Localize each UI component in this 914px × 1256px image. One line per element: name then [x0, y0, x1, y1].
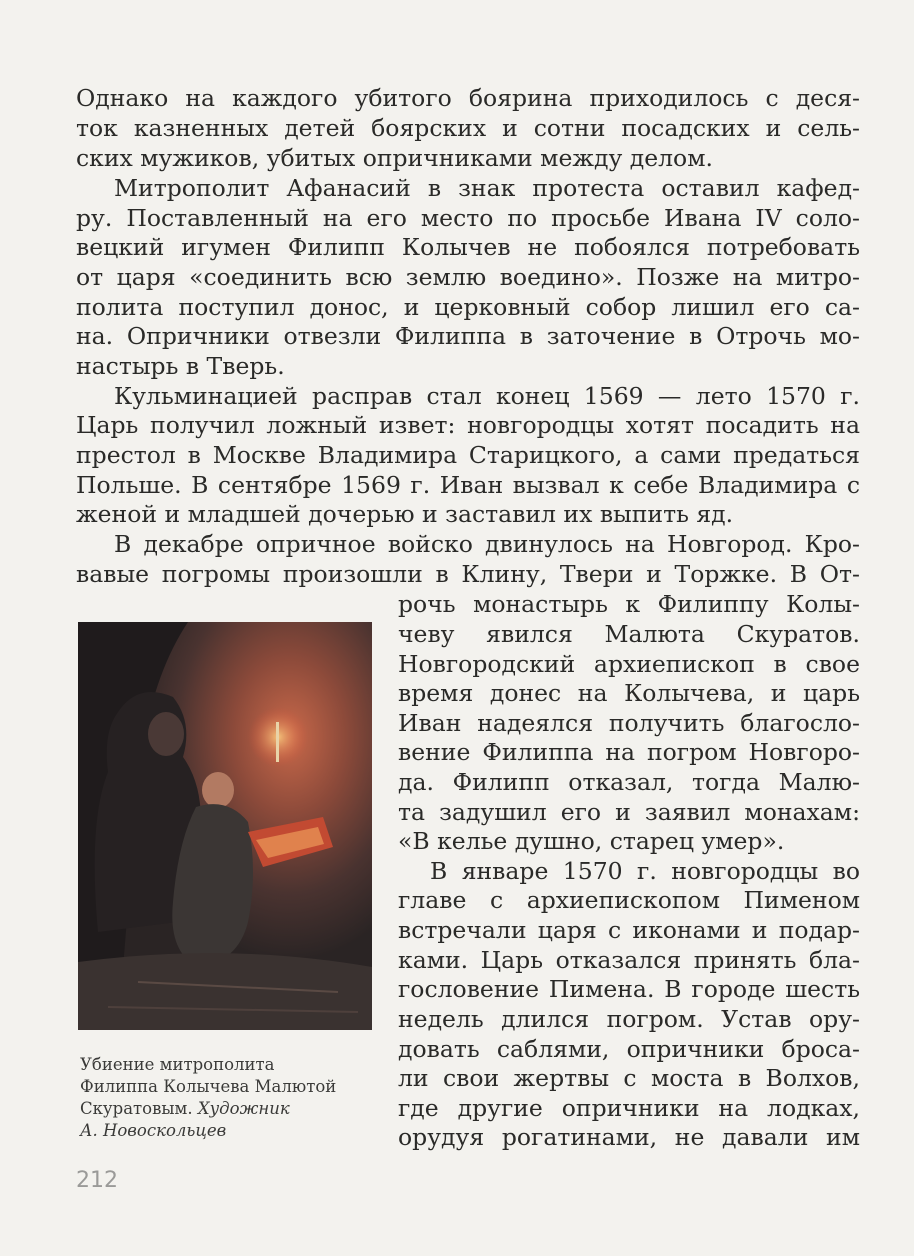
- caption-line: [80, 1120, 226, 1141]
- caption-text: Скуратовым.: [80, 1099, 198, 1118]
- paragraph-1-line: ских мужиков, убитых опричниками между делом.: [76, 144, 713, 172]
- paragraph-5-line: где другие опричники на лодках,: [398, 1094, 860, 1122]
- paragraph-4-line: Новгородский архиепископ в свое: [398, 650, 860, 678]
- paragraph-2-line: ру. Поставленный на его место по просьбе Ивана IV соло-: [76, 204, 860, 232]
- page-number: 212: [76, 1168, 118, 1193]
- paragraph-2-line: полита поступил донос, и церковный собор лишил его са-: [76, 293, 860, 321]
- paragraph-5-line: гословение Пимена. В городе шесть: [398, 975, 860, 1003]
- painting-illustration: [78, 622, 372, 1030]
- paragraph-3-line: женой и младшей дочерью и заставил их выпить яд.: [76, 500, 734, 528]
- paragraph-5-line: В январе 1570 г. новгородцы во: [430, 857, 860, 885]
- caption-line: Убиение митрополита: [80, 1055, 275, 1074]
- paragraph-2-line: на. Опричники отвезли Филиппа в заточение в Отрочь мо-: [76, 322, 860, 350]
- paragraph-5-line: недель длился погром. Устав ору-: [398, 1005, 860, 1033]
- paragraph-5-line: довать саблями, опричники броса-: [398, 1035, 860, 1063]
- paragraph-4-line: В декабре опричное войско двинулось на Новгород. Кро-: [114, 530, 860, 558]
- paragraph-2-line: от царя «соединить всю землю воедино». Позже на митро-: [76, 263, 860, 291]
- paragraph-2-line: Митрополит Афанасий в знак протеста оставил кафед-: [114, 174, 860, 202]
- paragraph-4-line: та задушил его и заявил монахам:: [398, 798, 860, 826]
- caption-line: [80, 1098, 290, 1119]
- paragraph-4-line: чеву явился Малюта Скуратов.: [398, 620, 860, 648]
- caption-artist-label: Художник: [197, 1099, 290, 1118]
- paragraph-1-line: Однако на каждого убитого боярина приходилось с деся-: [76, 84, 860, 112]
- paragraph-4-line: Иван надеялся получить благосло-: [398, 709, 860, 737]
- paragraph-3-line: Царь получил ложный извет: новгородцы хотят посадить на: [76, 411, 860, 439]
- paragraph-4-line: «В келье душно, старец умер».: [398, 827, 785, 855]
- paragraph-3-line: Польше. В сентябре 1569 г. Иван вызвал к себе Владимира с: [76, 471, 860, 499]
- paragraph-3-line: Кульминацией расправ стал конец 1569 — лето 1570 г.: [114, 382, 860, 410]
- paragraph-4-line: вавые погромы произошли в Клину, Твери и Торжке. В От-: [76, 560, 860, 588]
- paragraph-5-line: встречали царя с иконами и подар-: [398, 916, 860, 944]
- paragraph-5-line: ли свои жертвы с моста в Волхов,: [398, 1064, 860, 1092]
- paragraph-4-line: рочь монастырь к Филиппу Колы-: [398, 590, 860, 618]
- paragraph-2-line: вецкий игумен Филипп Колычев не побоялся потребовать: [76, 233, 860, 261]
- paragraph-4-line: время донес на Колычева, и царь: [398, 679, 860, 707]
- caption-artist-name: А. Новоскольцев: [80, 1121, 227, 1140]
- paragraph-2-line: настырь в Тверь.: [76, 352, 285, 380]
- paragraph-4-line: вение Филиппа на погром Новгоро-: [398, 738, 860, 766]
- paragraph-5-line: ками. Царь отказался принять бла-: [398, 946, 860, 974]
- paragraph-1-line: ток казненных детей боярских и сотни посадских и сель-: [76, 114, 860, 142]
- paragraph-5-line: орудуя рогатинами, не давали им: [398, 1123, 860, 1151]
- caption-line: Филиппа Колычева Малютой: [80, 1077, 337, 1096]
- paragraph-4-line: да. Филипп отказал, тогда Малю-: [398, 768, 860, 796]
- paragraph-3-line: престол в Москве Владимира Старицкого, а сами предаться: [76, 441, 860, 469]
- paragraph-5-line: главе с архиепископом Пименом: [398, 886, 860, 914]
